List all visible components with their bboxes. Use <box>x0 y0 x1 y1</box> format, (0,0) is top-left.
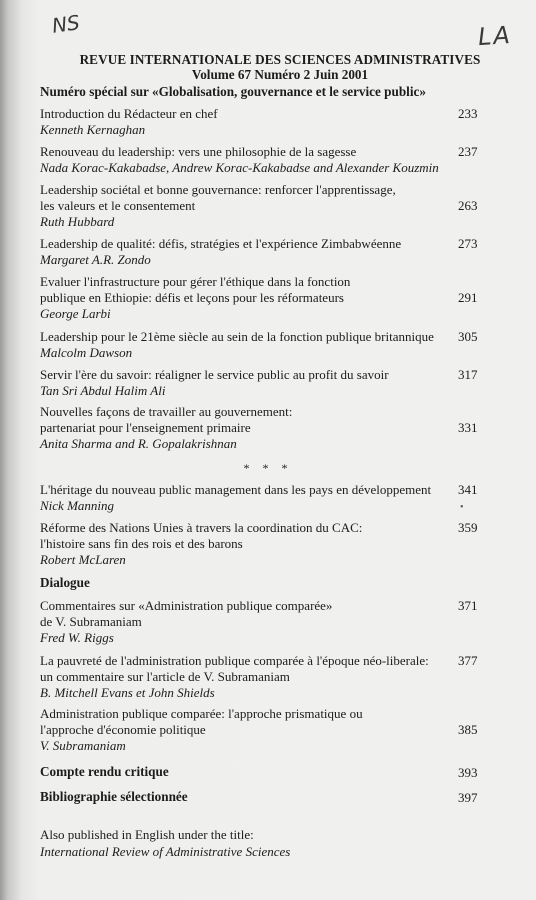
entry-title: Servir l'ère du savoir: réaligner le service public au profit du savoir <box>40 367 389 382</box>
entry-page: 237 <box>458 144 478 159</box>
entry-title: Administration publique comparée: l'approche prismatique ou <box>40 706 363 721</box>
entry-title-continued: un commentaire sur l'article de V. Subramaniam <box>40 669 290 684</box>
entry-author: Margaret A.R. Zondo <box>40 252 151 267</box>
entry-title: L'héritage du nouveau public management dans les pays en développement <box>40 482 432 497</box>
entry-page: 385 <box>458 722 478 737</box>
handwritten-note-left: NS <box>50 10 82 38</box>
toc-entry <box>40 329 486 361</box>
entry-title: Leadership sociétal et bonne gouvernance: renforcer l'apprentissage, <box>40 182 396 197</box>
footer-english-title: International Review of Administrative Sciences <box>40 844 291 859</box>
toc-entry <box>40 274 486 322</box>
entry-title-continued: publique en Ethiopie: défis et leçons pour les réformateurs <box>40 290 344 305</box>
entry-page: 263 <box>458 198 478 213</box>
entry-title: Nouvelles façons de travailler au gouvernement: <box>40 404 293 419</box>
entry-page: 341 <box>458 482 478 497</box>
section-heading-bibliography: Bibliographie sélectionnée <box>40 789 188 804</box>
special-issue-title: Numéro spécial sur «Globalisation, gouvernance et le service public» <box>40 84 426 99</box>
entry-author: Nada Korac-Kakabadse, Andrew Korac-Kakabadse and Alexander Kouzmin <box>40 160 439 175</box>
footer-note <box>40 826 290 860</box>
entry-title-continued: les valeurs et le consentement <box>40 198 196 213</box>
entry-title: Renouveau du leadership: vers une philosophie de la sagesse <box>40 144 357 159</box>
entry-page: 305 <box>458 329 478 344</box>
entry-author: Fred W. Riggs <box>40 630 114 645</box>
toc-entry <box>40 367 486 399</box>
entry-title: Commentaires sur «Administration publique comparée» <box>40 598 333 613</box>
entry-title-continued: l'histoire sans fin des rois et des barons <box>40 536 243 551</box>
entry-author: V. Subramaniam <box>40 738 126 753</box>
section-heading-dialogue: Dialogue <box>40 575 90 590</box>
entry-author: Malcolm Dawson <box>40 345 133 360</box>
toc-entry <box>40 598 486 646</box>
entry-page: 331 <box>458 420 478 435</box>
handwritten-note-right: LA <box>477 20 513 52</box>
entry-page: 317 <box>458 367 478 382</box>
toc-entry <box>40 706 486 754</box>
entry-title: Réforme des Nations Unies à travers la coordination du CAC: <box>40 520 363 535</box>
toc-entry <box>40 144 486 176</box>
review-page: 393 <box>458 765 478 780</box>
entry-page: 291 <box>458 290 478 305</box>
entry-title: Introduction du Rédacteur en chef <box>40 106 218 121</box>
entry-author: Anita Sharma and R. Gopalakrishnan <box>40 436 237 451</box>
entry-author: B. Mitchell Evans et John Shields <box>40 685 215 700</box>
toc-entry <box>40 182 486 230</box>
footer-line-1: Also published in English under the title: <box>40 827 254 842</box>
section-heading-review: Compte rendu critique <box>40 764 169 779</box>
entry-title-continued: l'approche d'économie politique <box>40 722 206 737</box>
entry-author: Ruth Hubbard <box>40 214 115 229</box>
entry-title: Leadership pour le 21ème siècle au sein de la fonction publique britannique <box>40 329 434 344</box>
entry-author: Nick Manning <box>40 498 115 513</box>
toc-entry <box>40 106 486 138</box>
issue-line: Volume 67 Numéro 2 Juin 2001 <box>191 67 369 82</box>
entry-title-continued: de V. Subramaniam <box>40 614 142 629</box>
entry-author: Kenneth Kernaghan <box>40 122 146 137</box>
section-separator: * * * <box>243 461 293 475</box>
entry-page: 233 <box>458 106 478 121</box>
entry-page: 377 <box>458 653 478 668</box>
toc-entry <box>40 653 486 701</box>
toc-entry <box>40 236 486 268</box>
entry-author: Tan Sri Abdul Halim Ali <box>40 383 166 398</box>
journal-title: REVUE INTERNATIONALE DES SCIENCES ADMINISTRATIVES <box>79 52 481 67</box>
toc-entry <box>40 520 486 568</box>
bibliography-page: 397 <box>458 790 478 805</box>
entry-page: 359 <box>458 520 478 535</box>
entry-title-continued: partenariat pour l'enseignement primaire <box>40 420 251 435</box>
entry-title: La pauvreté de l'administration publique comparée à l'époque néo-liberale: <box>40 653 429 668</box>
entry-author: Robert McLaren <box>40 552 126 567</box>
entry-title: Evaluer l'infrastructure pour gérer l'éthique dans la fonction <box>40 274 351 289</box>
toc-entry <box>40 404 486 452</box>
entry-page: 273 <box>458 236 478 251</box>
entry-author: George Larbi <box>40 306 111 321</box>
toc-entry <box>40 482 486 514</box>
stray-mark: • <box>460 502 464 513</box>
entry-page: 371 <box>458 598 478 613</box>
entry-title: Leadership de qualité: défis, stratégies et l'expérience Zimbabwéenne <box>40 236 402 251</box>
